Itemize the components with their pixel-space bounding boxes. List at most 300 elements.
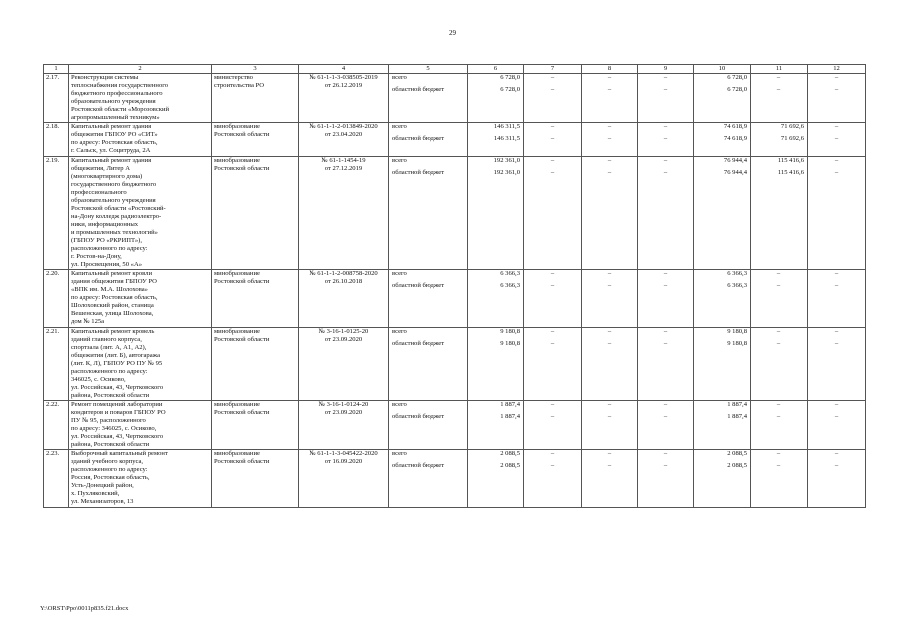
amount-value: 76 944,4 [723,156,747,164]
amount-value: – [834,327,839,335]
amount-cell [468,156,524,270]
object-name-line: г. Сальск, ул. Социтруда, 2А [71,147,151,155]
object-name-line: образовательного учреждения [71,196,156,204]
funding-source-cell [389,270,468,327]
amount-value: 2 088,5 [500,462,520,470]
amount-value: 9 180,8 [727,339,747,347]
row-number: 2.18. [46,123,60,131]
amount-value: – [776,86,781,94]
amount-cell [751,327,808,400]
amount-value: 2 088,5 [727,462,747,470]
amount-value: – [776,327,781,335]
header-cell: 8 [582,65,638,74]
amount-cell [468,450,524,507]
amount-cell [524,450,582,507]
organization-cell [212,74,299,123]
amount-value: – [607,86,612,94]
object-name-line: 346025, с. Осиково, [71,375,126,383]
amount-value: 6 366,3 [727,282,747,290]
amount-cell [524,74,582,123]
object-name-line: ул. Российская, 43, Чертковского [71,383,164,391]
amount-cell [751,74,808,123]
object-name-line: ул. Российская, 43, Чертковского [71,433,164,441]
amount-value: – [776,400,781,408]
table-row [44,327,866,400]
object-name-line: и промышленных технологий» [71,228,158,236]
table-row [44,156,866,270]
expertise-document-line: от 23.09.2020 [324,335,363,343]
amount-value: – [550,450,555,458]
header-cell: 4 [299,65,389,74]
row-number: 2.21. [46,327,60,335]
amount-value: – [663,327,668,335]
amount-cell [582,123,638,156]
amount-value: – [550,339,555,347]
funding-source: областной бюджет [392,86,445,94]
funding-source: всего [392,400,407,408]
amount-cell [808,327,866,400]
amount-cell [694,270,751,327]
object-name-line: спортзала (лит. А, А1, А2), [71,343,147,351]
object-name-line: общежития ГБПОУ РО «СИТ» [71,131,158,139]
table-row [44,123,866,156]
header-cell: 12 [808,65,866,74]
amount-value: 6 366,3 [727,270,747,278]
amount-cell [524,156,582,270]
organization-line: Ростовской области [214,278,270,286]
amount-value: – [607,327,612,335]
expertise-document-line: от 26.10.2018 [324,278,363,286]
expertise-document-line: № 61-1-1-3-045422-2020 [309,450,378,458]
amount-cell [808,156,866,270]
funding-source-cell [389,400,468,449]
object-name-line: здания общежития ГБПОУ РО [71,278,157,286]
funding-source: всего [392,450,407,458]
amount-value: – [607,156,612,164]
expertise-document-cell [299,123,389,156]
organization-line: Ростовской области [214,458,270,466]
organization-line: минобразование [214,270,260,278]
object-name-cell [69,400,212,449]
object-name-line: «ВПК им. М.А. Шолохова» [71,286,148,294]
object-name-line: расположенного по адресу: [71,367,148,375]
organization-line: Ростовской области [214,131,270,139]
amount-value: 146 311,5 [493,123,520,131]
amount-value: – [550,327,555,335]
object-name-line: бюджетного профессионального [71,90,163,98]
object-name-line: по адресу: Ростовская область, [71,294,158,302]
amount-value: – [607,74,612,82]
object-name-line: ул. Механизаторов, 13 [71,498,134,506]
object-name-line: дом № 125а [71,318,105,326]
amount-value: 6 728,0 [500,74,520,82]
amount-value: – [834,74,839,82]
amount-value: – [607,282,612,290]
amount-value: – [550,412,555,420]
amount-value: – [776,450,781,458]
amount-cell [808,400,866,449]
object-name-line: Капитальный ремонт здания [71,156,152,164]
amount-value: – [834,400,839,408]
funding-source: областной бюджет [392,412,445,420]
table-row [44,270,866,327]
object-name-line: Капитальный ремонт кровель [71,327,155,335]
object-name-cell [69,123,212,156]
object-name-line: по адресу: Ростовская область, [71,139,158,147]
object-name-line: г. Ростов-на-Дону, [71,253,122,261]
amount-value: – [663,168,668,176]
row-number: 2.19. [46,156,60,164]
amount-value: – [776,412,781,420]
object-name-line: Ростовской области «Морозовский [71,106,170,114]
expertise-document-line: от 27.12.2019 [324,164,363,172]
amount-value: – [607,462,612,470]
amount-cell [638,74,694,123]
object-name-line: х. Пухляковский, [71,490,120,498]
amount-value: 115 416,6 [777,156,804,164]
funding-source-cell [389,74,468,123]
organization-cell [212,400,299,449]
amount-value: – [607,270,612,278]
object-name-line: профессионального [71,188,127,196]
organization-line: министерство [214,74,253,82]
row-number-cell [44,400,69,449]
expertise-document-cell [299,400,389,449]
amount-value: – [550,74,555,82]
organization-line: минобразование [214,400,260,408]
object-name-cell [69,450,212,507]
amount-cell [468,400,524,449]
table-row [44,450,866,507]
funding-source: всего [392,123,407,131]
amount-value: – [607,168,612,176]
header-cell: 1 [44,65,69,74]
amount-cell [468,74,524,123]
object-name-line: Вешенская, улица Шолохова, [71,310,154,318]
amount-cell [808,450,866,507]
object-name-line: общежития, Литер А [71,164,130,172]
amount-value: 146 311,5 [493,135,520,143]
expertise-document-line: № 61-1-1-2-008758-2020 [309,270,378,278]
amount-cell [751,400,808,449]
amount-cell [524,400,582,449]
object-name-line: ники, информационных [71,220,139,228]
amount-value: – [550,123,555,131]
amount-value: – [663,86,668,94]
object-name-line: Капитальный ремонт кровли [71,270,152,278]
object-name-line: ПУ № 95, расположенного [71,417,146,425]
amount-value: – [550,270,555,278]
object-name-line: Реконструкция системы [71,74,139,82]
expertise-document-line: № 61-1-1-2-013849-2020 [309,123,378,131]
organization-line: строительства РО [214,82,265,90]
row-number-cell [44,327,69,400]
amount-value: – [607,400,612,408]
amount-cell [751,450,808,507]
object-name-line: государственного бюджетного [71,180,157,188]
amount-value: – [663,339,668,347]
organization-line: Ростовской области [214,164,270,172]
amount-value: – [834,282,839,290]
amount-cell [638,400,694,449]
page-number: 29 [449,29,456,37]
organization-line: Ростовской области [214,408,270,416]
funding-source: всего [392,156,407,164]
expertise-document-line: № 3-16-1-0124-20 [318,400,369,408]
amount-value: – [834,168,839,176]
object-name-line: на-Дону колледж радиоэлектро- [71,212,162,220]
amount-value: – [663,450,668,458]
amount-value: – [607,135,612,143]
amount-value: – [663,156,668,164]
amount-value: – [834,135,839,143]
amount-value: – [834,462,839,470]
expertise-document-cell [299,270,389,327]
amount-cell [694,123,751,156]
table-header-row [44,65,866,74]
object-name-line: кондитеров и поваров ГБПОУ РО [71,408,166,416]
expertise-document-line: от 26.12.2019 [324,82,363,90]
row-number-cell [44,156,69,270]
object-name-cell [69,327,212,400]
funding-source: областной бюджет [392,135,445,143]
amount-value: 1 887,4 [500,412,520,420]
object-name-line: (ГБПОУ РО «РКРИПТ»), [71,236,142,244]
funding-source: всего [392,270,407,278]
expertise-document-line: № 3-16-1-0125-20 [318,327,369,335]
funding-source: всего [392,327,407,335]
amount-value: – [663,135,668,143]
amount-value: 9 180,8 [500,339,520,347]
header-cell: 5 [389,65,468,74]
amount-cell [638,450,694,507]
amount-value: 6 728,0 [727,86,747,94]
amount-value: – [607,412,612,420]
organization-cell [212,123,299,156]
funding-source: областной бюджет [392,339,445,347]
funding-source-cell [389,450,468,507]
amount-cell [524,327,582,400]
amount-value: 74 618,9 [723,123,747,131]
object-name-line: теплоснабжения государственного [71,82,169,90]
object-name-line: Россия, Ростовская область, [71,474,150,482]
organization-line: минобразование [214,450,260,458]
expertise-document-line: от 23.09.2020 [324,408,363,416]
organization-cell [212,270,299,327]
amount-value: – [663,412,668,420]
amount-value: 76 944,4 [723,168,747,176]
amount-cell [751,270,808,327]
header-cell: 6 [468,65,524,74]
amount-value: – [663,282,668,290]
organization-line: минобразование [214,327,260,335]
amount-value: – [663,270,668,278]
expertise-document-line: от 16.09.2020 [324,458,363,466]
amount-value: – [776,270,781,278]
amount-value: 6 366,3 [500,270,520,278]
funding-source: областной бюджет [392,168,445,176]
amount-value: 9 180,8 [500,327,520,335]
amount-cell [808,270,866,327]
amount-value: – [663,462,668,470]
amount-value: 1 887,4 [500,400,520,408]
header-cell: 10 [694,65,751,74]
funding-source-cell [389,156,468,270]
object-name-line: Ростовской области «Ростовский- [71,204,166,212]
amount-cell [751,123,808,156]
expertise-document-cell [299,74,389,123]
header-cell: 9 [638,65,694,74]
funding-source: областной бюджет [392,462,445,470]
table-row [44,400,866,449]
amount-cell [638,156,694,270]
amount-value: 9 180,8 [727,327,747,335]
object-name-line: агропромышленный техникум» [71,114,160,122]
amount-value: – [663,123,668,131]
amount-value: 6 366,3 [500,282,520,290]
object-name-line: Капитальный ремонт здания [71,123,152,131]
amount-cell [582,156,638,270]
amount-value: – [834,339,839,347]
object-name-cell [69,156,212,270]
amount-value: – [550,400,555,408]
object-name-line: по адресу: 346025, с. Осиково, [71,425,157,433]
header-cell: 2 [69,65,212,74]
amount-cell [638,270,694,327]
amount-value: 2 088,5 [727,450,747,458]
expertise-document-line: от 23.04.2020 [324,131,363,139]
amount-cell [694,400,751,449]
amount-cell [582,327,638,400]
amount-value: – [834,156,839,164]
amount-value: – [550,86,555,94]
object-name-cell [69,74,212,123]
amount-cell [468,270,524,327]
amount-value: – [776,74,781,82]
amount-cell [638,327,694,400]
amount-value: 6 728,0 [727,74,747,82]
row-number: 2.20. [46,270,60,278]
amount-cell [751,156,808,270]
amount-value: 1 887,4 [727,400,747,408]
row-number-cell [44,450,69,507]
amount-value: – [550,462,555,470]
amount-value: – [550,156,555,164]
funding-source-cell [389,327,468,400]
amount-value: – [550,135,555,143]
amount-value: 192 361,0 [493,168,520,176]
organization-cell [212,450,299,507]
object-name-cell [69,270,212,327]
amount-value: – [776,282,781,290]
amount-value: 1 887,4 [727,412,747,420]
amount-cell [694,450,751,507]
amount-value: 74 618,9 [723,135,747,143]
amount-value: 71 692,6 [780,123,804,131]
row-number: 2.23. [46,450,60,458]
amount-value: – [550,282,555,290]
object-name-line: района, Ростовской области [71,441,150,449]
amount-value: – [607,123,612,131]
header-cell: 3 [212,65,299,74]
amount-cell [808,123,866,156]
object-name-line: Выборочный капитальный ремонт [71,450,168,458]
amount-cell [524,123,582,156]
organization-cell [212,156,299,270]
object-name-line: (лит. К, Л), ГБПОУ РО ПУ № 95 [71,359,163,367]
table-row [44,74,866,123]
funding-source-cell [389,123,468,156]
funding-source: областной бюджет [392,282,445,290]
funding-source: всего [392,74,407,82]
organization-line: Ростовской области [214,335,270,343]
organization-line: минобразование [214,156,260,164]
amount-cell [694,156,751,270]
organization-cell [212,327,299,400]
row-number-cell [44,123,69,156]
object-name-line: расположенного по адресу: [71,245,148,253]
object-name-line: Ремонт помещений лаборатории [71,400,163,408]
expertise-document-line: № 61-1-1-3-038505-2019 [309,74,378,82]
amount-cell [468,327,524,400]
object-name-line: расположенного по адресу: [71,466,148,474]
object-name-line: зданий главного корпуса, [71,335,142,343]
object-name-line: Усть-Донецкий район, [71,482,134,490]
object-name-line: Шолоховский район, станица [71,302,154,310]
amount-value: – [663,400,668,408]
amount-value: – [834,270,839,278]
object-name-line: района, Ростовской области [71,391,150,399]
object-name-line: зданий учебного корпуса, [71,458,144,466]
object-name-line: образовательного учреждения [71,98,156,106]
expertise-document-cell [299,156,389,270]
expertise-document-line: № 61-1-1454-19 [321,156,366,164]
footer-file-path: Y:\ORST\Ppo\0011p835.f21.docx [40,605,129,612]
amount-cell [582,450,638,507]
amount-value: 6 728,0 [500,86,520,94]
amount-value: – [776,462,781,470]
amount-value: 2 088,5 [500,450,520,458]
amount-cell [638,123,694,156]
header-cell: 11 [751,65,808,74]
organization-line: минобразование [214,123,260,131]
amount-value: – [550,168,555,176]
amount-value: – [834,123,839,131]
budget-table [43,64,866,508]
amount-value: 192 361,0 [493,156,520,164]
amount-value: – [834,412,839,420]
row-number-cell [44,270,69,327]
amount-cell [468,123,524,156]
amount-value: – [607,339,612,347]
amount-cell [694,327,751,400]
amount-cell [808,74,866,123]
row-number-cell [44,74,69,123]
amount-value: – [834,86,839,94]
amount-value: 115 416,6 [777,168,804,176]
table-body [44,74,866,507]
object-name-line: (многоквартирного дома) [71,172,143,180]
amount-value: – [607,450,612,458]
object-name-line: общежития (лит. Б), автогаража [71,351,161,359]
amount-value: – [776,339,781,347]
amount-cell [582,270,638,327]
expertise-document-cell [299,450,389,507]
amount-cell [582,400,638,449]
amount-value: – [834,450,839,458]
expertise-document-cell [299,327,389,400]
amount-cell [524,270,582,327]
